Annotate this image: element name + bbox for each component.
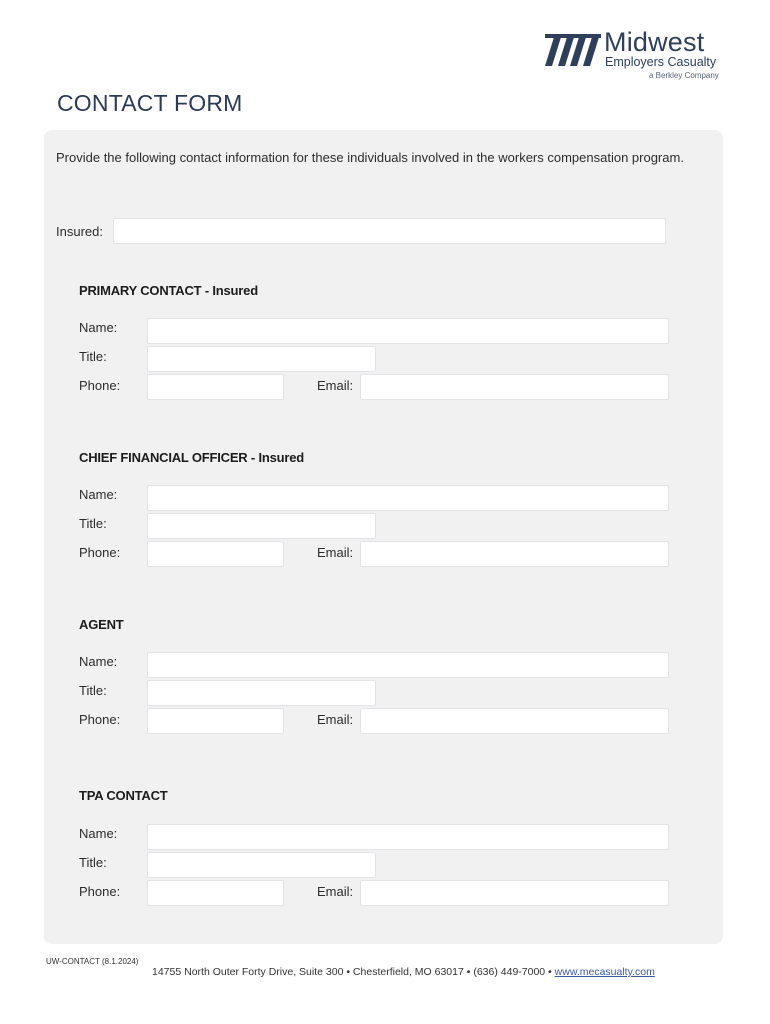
tpa-phone-input[interactable] (147, 880, 284, 906)
agent-email-label: Email: (317, 712, 354, 727)
insured-input[interactable] (113, 218, 666, 244)
primary-title-label: Title: (79, 349, 107, 364)
cfo-name-label: Name: (79, 487, 118, 502)
primary-name-input[interactable] (147, 318, 669, 344)
logo-tagline: a Berkley Company (649, 71, 719, 80)
logo-company-subtitle: Employers Casualty (605, 55, 717, 69)
form-code: UW-CONTACT (8.1.2024) (46, 957, 139, 966)
tpa-name-input[interactable] (147, 824, 669, 850)
agent-name-label: Name: (79, 654, 118, 669)
cfo-title-label: Title: (79, 516, 107, 531)
footer-address-text: 14755 North Outer Forty Drive, Suite 300 • Chesterfield, MO 63017 • (636) 449-7000 • (152, 966, 552, 978)
tpa-name-label: Name: (79, 826, 118, 841)
primary-phone-input[interactable] (147, 374, 284, 400)
agent-heading: AGENT (79, 617, 124, 632)
agent-phone-input[interactable] (147, 708, 284, 734)
company-logo (545, 27, 725, 82)
cfo-phone-label: Phone: (79, 545, 121, 560)
agent-email-input[interactable] (360, 708, 669, 734)
tpa-phone-label: Phone: (79, 884, 121, 899)
tpa-heading: TPA CONTACT (79, 788, 168, 803)
form-intro-text: Provide the following contact information for these individuals involved in the workers compensation program. (56, 150, 684, 165)
cfo-email-input[interactable] (360, 541, 669, 567)
insured-label: Insured: (56, 224, 103, 239)
logo-company-name: Midwest (604, 27, 705, 57)
cfo-heading: CHIEF FINANCIAL OFFICER - Insured (79, 450, 304, 465)
website-link[interactable]: www.mecasualty.com (554, 966, 655, 978)
tpa-title-label: Title: (79, 855, 107, 870)
cfo-title-input[interactable] (147, 513, 376, 539)
primary-email-input[interactable] (360, 374, 669, 400)
footer-address (152, 966, 655, 978)
mec-logo-mark-icon (545, 32, 601, 68)
agent-phone-label: Phone: (79, 712, 121, 727)
primary-email-label: Email: (317, 378, 354, 393)
agent-name-input[interactable] (147, 652, 669, 678)
primary-contact-heading: PRIMARY CONTACT - Insured (79, 283, 258, 298)
cfo-email-label: Email: (317, 545, 354, 560)
page-title: CONTACT FORM (57, 90, 243, 116)
cfo-phone-input[interactable] (147, 541, 284, 567)
primary-title-input[interactable] (147, 346, 376, 372)
agent-title-label: Title: (79, 683, 107, 698)
tpa-email-input[interactable] (360, 880, 669, 906)
primary-phone-label: Phone: (79, 378, 121, 393)
cfo-name-input[interactable] (147, 485, 669, 511)
form-panel (44, 130, 723, 944)
tpa-title-input[interactable] (147, 852, 376, 878)
primary-name-label: Name: (79, 320, 118, 335)
agent-title-input[interactable] (147, 680, 376, 706)
tpa-email-label: Email: (317, 884, 354, 899)
